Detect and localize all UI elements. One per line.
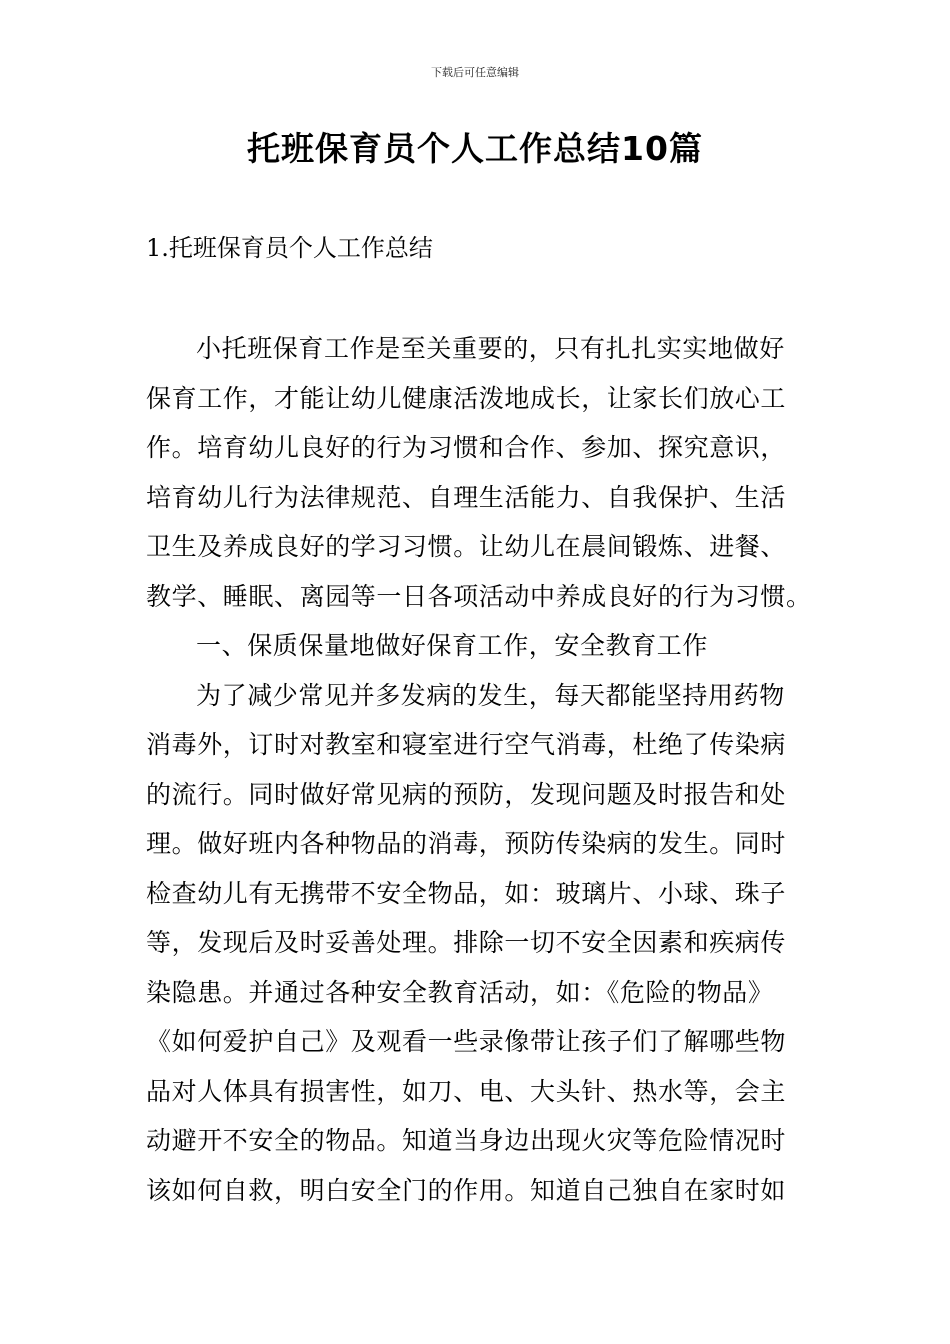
paragraph-line: 培育幼儿行为法律规范、自理生活能力、自我保护、生活 (146, 482, 787, 512)
header-note: 下载后可任意编辑 (431, 66, 519, 79)
paragraph-line: 动避开不安全的物品。知道当身边出现火灾等危险情况时 (146, 1126, 787, 1155)
subsection-heading: 一、保质保量地做好保育工作，安全教育工作 (196, 631, 709, 660)
body-text (146, 324, 810, 1215)
paragraph-line: 卫生及养成良好的学习习惯。让幼儿在晨间锻炼、进餐、 (146, 532, 787, 561)
paragraph-line: 小托班保育工作是至关重要的，只有扎扎实实地做好 (196, 334, 785, 363)
paragraph-line: 品对人体具有损害性，如刀、电、大头针、热水等，会主 (146, 1076, 787, 1106)
paragraph-line: 等，发现后及时妥善处理。排除一切不安全因素和疾病传 (146, 928, 787, 957)
paragraph-line: 的流行。同时做好常见病的预防，发现问题及时报告和处 (146, 779, 787, 809)
paragraph-line: 教学、睡眠、离园等一日各项活动中养成良好的行为习惯。 (146, 581, 812, 611)
paragraph-line: 检查幼儿有无携带不安全物品，如：玻璃片、小球、珠子 (146, 878, 787, 908)
paragraph-line: 《如何爱护自己》及观看一些录像带让孩子们了解哪些物 (146, 1027, 787, 1056)
paragraph-line: 染隐患。并通过各种安全教育活动，如：《危险的物品》 (146, 977, 774, 1007)
paragraph-line: 理。做好班内各种物品的消毒，预防传染病的发生。同时 (146, 829, 787, 858)
paragraph-line: 保育工作，才能让幼儿健康活泼地成长，让家长们放心工 (146, 383, 787, 413)
section-heading: 1.托班保育员个人工作总结 (146, 234, 433, 262)
paragraph-line: 该如何自救，明白安全门的作用。知道自己独自在家时如 (146, 1175, 787, 1205)
paragraph-line: 消毒外，订时对教室和寝室进行空气消毒，杜绝了传染病 (146, 730, 787, 759)
paragraph-line: 作。培育幼儿良好的行为习惯和合作、参加、探究意识， (146, 433, 787, 462)
document-title: 托班保育员个人工作总结10篇 (247, 129, 703, 168)
paragraph-line: 为了减少常见并多发病的发生，每天都能坚持用药物 (196, 680, 785, 710)
